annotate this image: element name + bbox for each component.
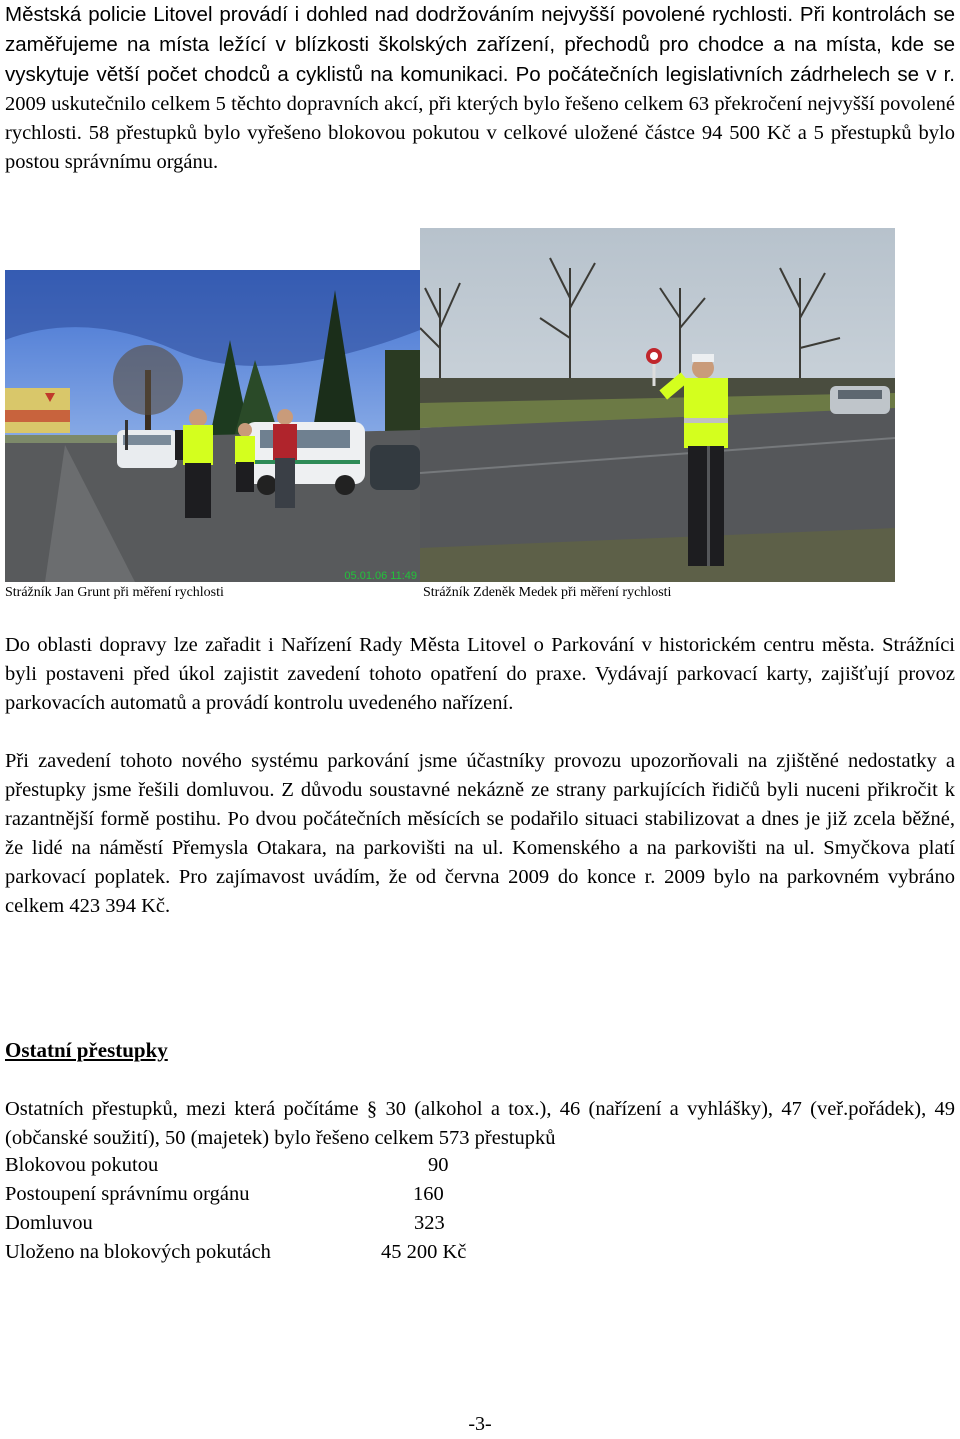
photo-caption-2: Strážník Zdeněk Medek při měření rychlosti	[423, 585, 672, 600]
summary-label: Blokovou pokutou	[5, 1154, 159, 1176]
intro-text-serif: 2009 uskutečnilo celkem 5 těchto dopravních akcí, při kterých bylo řešeno celkem 63 překročení nejvyšší povolené rychlosti. 58 přestupků bylo vyřešeno blokovou pokutou v celkové uložené částce 94 500 Kč a 5 přestupků bylo postou správnímu orgánu.	[5, 93, 955, 173]
photo-caption-1: Strážník Jan Grunt při měření rychlosti	[5, 585, 224, 600]
page-number: -3-	[468, 1413, 492, 1435]
summary-value: 323	[414, 1212, 445, 1234]
summary-label: Uloženo na blokových pokutách	[5, 1241, 271, 1263]
summary-value: 90	[428, 1154, 449, 1176]
summary-value: 45 200 Kč	[381, 1241, 467, 1263]
summary-row	[5, 1180, 466, 1209]
photo-timestamp: 05.01.06 11:49	[344, 570, 417, 582]
summary-row	[5, 1238, 466, 1267]
summary-label: Postoupení správnímu orgánu	[5, 1183, 250, 1205]
parking-paragraph-2: Při zavedení tohoto nového systému parkování jsme účastníky provozu upozorňovali na zjištěné nedostatky a přestupky jsme řešili domluvou. Z důvodu soustavné nekázně ze strany parkujících řidičů byli nuceni přikročit k razantnější formě postihu. Po dvou počátečních měsících se podařilo situaci stabilizovat a dnes je již zcela běžné, že lidé na náměstí Přemysla Otakara, na parkovišti na ul. Komenského a na parkovišti na ul. Smyčkova platí parkovací poplatek. Pro zajímavost uvádím, že od června 2009 do konce r. 2009 bylo na parkovném vybráno celkem 423 394 Kč.	[5, 750, 955, 917]
intro-text-sans: Městská policie Litovel provádí i dohled nad dodržováním nejvyšší povolené rychlosti. Při kontrolách se zaměřujeme na místa ležící v blízkosti školských zařízení, přechodů pro chodce a na místa, kde se vyskytuje větší počet chodců a cyklistů na komunikaci. Po počátečních legislativních zádrhelech se v r.	[5, 3, 955, 86]
summary-row	[5, 1151, 466, 1180]
parking-paragraph-1: Do oblasti dopravy lze zařadit i Nařízení Rady Města Litovel o Parkování v historickém centru města. Strážníci byli postaveni před úkol zajistit zavedení tohoto opatření do praxe. Vydávají parkovací karty, zajišťují provoz parkovacích automatů a provádí kontrolu uvedeného nařízení.	[5, 634, 955, 714]
section-heading-other-offences: Ostatní přestupky	[5, 1038, 168, 1062]
summary-value: 160	[413, 1183, 444, 1205]
intro-paragraph	[5, 0, 955, 177]
offences-summary	[5, 1151, 466, 1267]
photo-zdenek-medek	[420, 228, 895, 582]
summary-row	[5, 1209, 466, 1238]
other-offences-paragraph: Ostatních přestupků, mezi která počítáme § 30 (alkohol a tox.), 46 (nařízení a vyhlášky), 47 (veř.pořádek), 49 (občanské soužití), 50 (majetek) bylo řešeno celkem 573 přestupků	[5, 1098, 955, 1149]
photo-jan-grunt	[5, 270, 420, 582]
summary-label: Domluvou	[5, 1212, 93, 1234]
